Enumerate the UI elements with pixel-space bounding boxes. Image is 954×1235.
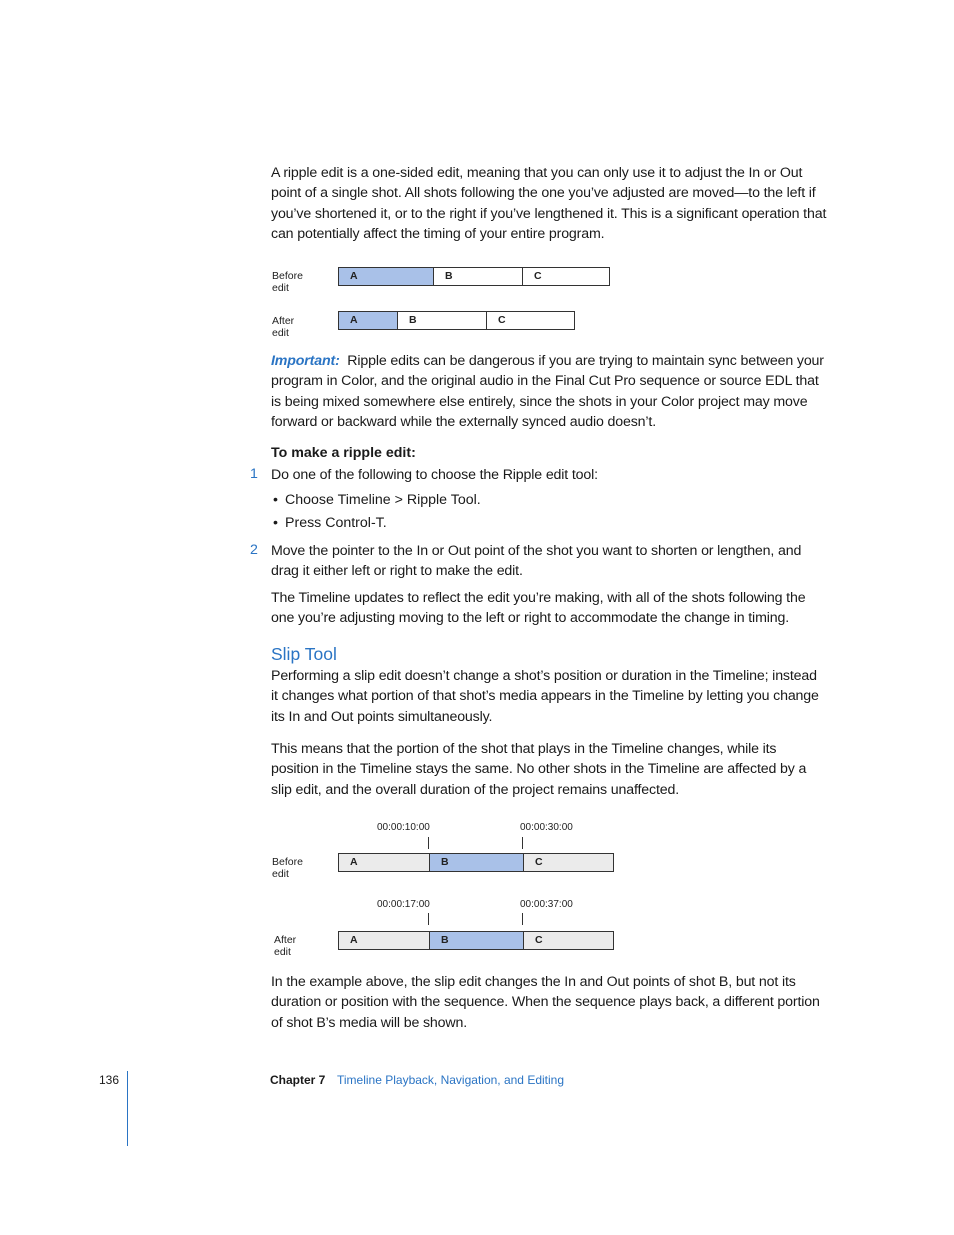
step-2-number: 2 (250, 542, 258, 558)
clip-c: C (487, 312, 574, 329)
clip-b: B (434, 268, 523, 285)
intro-paragraph: A ripple edit is a one-sided edit, meaning that you can only use it to adjust the In or Out point of a single shot. All shots following the one you’ve adjusted are moved—to the left if you’ve shortened it, or to the right if you’ve lengthened it. This is a significant operation that can potentially affect the timing of your entire program. (271, 165, 827, 242)
bullet-item (273, 492, 481, 508)
before-edit-timeline (338, 267, 610, 286)
important-label: Important: (271, 353, 340, 369)
clip-a: A (339, 854, 430, 871)
after-edit-timeline (338, 311, 575, 330)
before-edit-label: Before edit (272, 270, 303, 294)
page-number: 136 (99, 1073, 120, 1087)
clip-b: B (430, 854, 524, 871)
step-1-text: Do one of the following to choose the Ripple edit tool: (271, 467, 598, 483)
important-text: Ripple edits can be dangerous if you are trying to maintain sync between your program in Color, and the original audio in the Final Cut Pro sequence or source EDL that is being mixed somewhere else entirely, since the shots in your Color project may move forward or backward while the externally synced audio doesn’t. (271, 353, 824, 430)
clip-a: A (339, 312, 398, 329)
chapter-label: Chapter 7 (270, 1073, 326, 1087)
bullet-text: Choose Timeline > Ripple Tool. (285, 492, 481, 508)
footer-rule (127, 1071, 128, 1146)
out-point-marker (522, 837, 523, 849)
after-in-timecode: 00:00:17:00 (377, 899, 430, 910)
after-edit-label: After edit (274, 934, 297, 958)
slip-paragraph-2: This means that the portion of the shot that plays in the Timeline changes, while its position in the Timeline stays the same. No other shots in the Timeline are affected by a slip edit, and the overall duration of the project remains unaffected. (271, 741, 807, 798)
in-point-marker (428, 913, 429, 925)
after-edit-label: After edit (272, 315, 295, 339)
closing-paragraph: In the example above, the slip edit changes the In and Out points of shot B, but not its duration or position with the sequence. When the sequence plays back, a different portion of shot B’s media will be shown. (271, 974, 820, 1031)
chapter-title-link[interactable]: Timeline Playback, Navigation, and Editing (337, 1073, 565, 1087)
important-note (271, 351, 827, 432)
out-point-marker (522, 913, 523, 925)
bullet-symbol: • (273, 515, 278, 531)
section-heading: Slip Tool (271, 644, 337, 664)
in-point-marker (428, 837, 429, 849)
slip-paragraph-1: Performing a slip edit doesn’t change a shot’s position or duration in the Timeline; instead it changes what portion of that shot’s media appears in the Timeline by letting you change its In and Out points simultaneously. (271, 668, 819, 725)
result-paragraph: The Timeline updates to reflect the edit you’re making, with all of the shots following the one you’re adjusting moving to the left or right to accommodate the change in timing. (271, 590, 806, 627)
clip-a: A (339, 932, 430, 949)
before-in-timecode: 00:00:10:00 (377, 822, 430, 833)
before-edit-label: Before edit (272, 856, 303, 880)
after-out-timecode: 00:00:37:00 (520, 899, 573, 910)
clip-b: B (430, 932, 524, 949)
before-out-timecode: 00:00:30:00 (520, 822, 573, 833)
after-edit-timeline (338, 931, 614, 950)
clip-a: A (339, 268, 434, 285)
bullet-symbol: • (273, 492, 278, 508)
bullet-text: Press Control-T. (285, 515, 387, 531)
before-edit-timeline (338, 853, 614, 872)
step-1-number: 1 (250, 466, 258, 482)
procedure-heading: To make a ripple edit: (271, 445, 416, 461)
clip-b: B (398, 312, 487, 329)
step-2-text: Move the pointer to the In or Out point of the shot you want to shorten or lengthen, and drag it either left or right to make the edit. (271, 543, 802, 580)
bullet-item (273, 515, 387, 531)
clip-c: C (524, 854, 613, 871)
clip-c: C (524, 932, 613, 949)
clip-c: C (523, 268, 609, 285)
